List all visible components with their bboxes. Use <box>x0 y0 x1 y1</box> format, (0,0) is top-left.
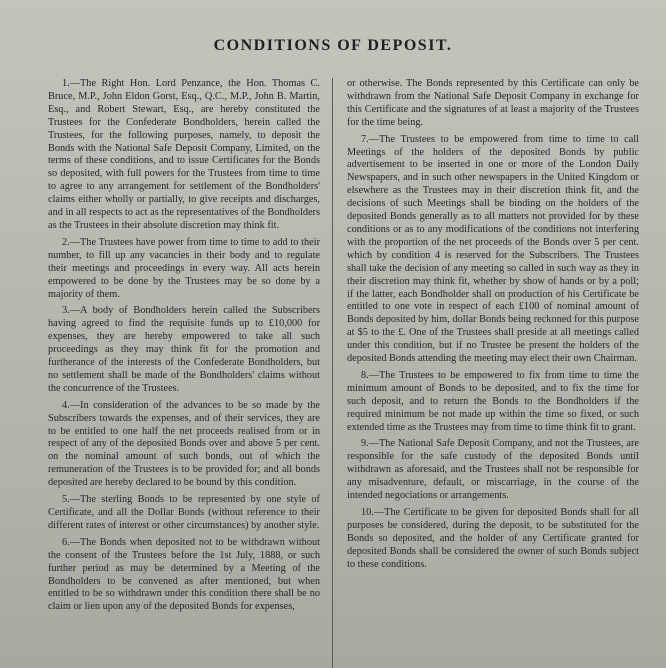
condition-1: 1.—The Right Hon. Lord Penzance, the Hon. Thomas C. Bruce, M.P., John Eldon Gorst, Esq., Q.C., M.P., John B. Martin, Esq., and Robert Stewart, Esq., are hereby constituted the Trustees for the Confederate Bondholders, herein called the Trustees, for the following purposes, namely, to deposit the Bonds with the National Safe Deposit Company, Limited, on the terms of these conditions, and to issue Certificates for the Bonds so deposited, with full powers for the Trustees from time to time to agree to any arrangement for settlement of the Bondholders' claims either wholly or partially, to give receipts and discharges, and in all respects to act as the representatives of the Bondholders as the Trustees in their absolute discretion may think fit. <box>48 78 320 231</box>
condition-5: 5.—The sterling Bonds to be represented by one style of Certificate, and all the Dollar Bonds (without reference to their different rates of interest or other circumstances) by another style. <box>48 494 320 531</box>
condition-3: 3.—A body of Bondholders herein called the Subscribers having agreed to find the requisite funds up to £10,000 for expenses, they are hereby empowered to take all such proceedings as they may think fit for the promotion and furtherance of the interests of the Confederate Bondholders, but no settlement shall be made of the Bondholders' claims without the concurrence of the Trustees. <box>48 305 320 394</box>
left-column <box>48 78 320 618</box>
document-title: CONDITIONS OF DEPOSIT. <box>213 37 453 54</box>
condition-9: 9.—The National Safe Deposit Company, and not the Trustees, are responsible for the safe custody of the deposited Bonds until withdrawn as aforesaid, and the Trustees shall not be responsible for any misadventure, default, or miscarriage, in the course of the intended negociations or arrangements. <box>347 438 639 502</box>
condition-4: 4.—In consideration of the advances to be so made by the Subscribers towards the expenses, and of their services, they are to be entitled to one half the net proceeds realised from or in respect of any of the deposited Bonds over and above 5 per cent. on the nominal amount of such bonds, out of which the remuneration of the Trustees is to be provided for; and all bonds deposited are hereby declared to be bound by this condition. <box>48 399 320 489</box>
condition-6: 6.—The Bonds when deposited not to be withdrawn without the consent of the Trustees before the 1st July, 1888, or such further period as may be determined by a Meeting of the Bondholders to be convened as after mentioned, but when entitled to be so withdrawn under this condition there shall be no claim or lien upon any of the deposited Bonds for expenses, <box>48 536 320 613</box>
condition-2: 2.—The Trustees have power from time to time to add to their number, to fill up any vacancies in their body and to regulate their meetings and proceedings in every way. All acts herein empowered to be done by the Trustees may be so done by a majority of them. <box>48 236 320 300</box>
condition-8: 8.—The Trustees to be empowered to fix from time to time the minimum amount of Bonds to be deposited, and to fix the time for such deposit, and to return the Bonds to the Bondholders if the required minimum be not made up within the time so fixed, or such extended time as the Trustees may from time to time think fit to grant. <box>347 369 639 433</box>
column-divider <box>332 78 333 668</box>
right-column <box>347 78 639 576</box>
condition-10: 10.—The Certificate to be given for deposited Bonds shall for all purposes be considered, during the deposit, to be substituted for the Bonds so deposited, and the holder of any Certificate granted for deposited Bonds shall be considered the owner of such Bonds subject to these conditions. <box>347 507 639 570</box>
condition-6-continued: or otherwise. The Bonds represented by this Certificate can only be withdrawn from the National Safe Deposit Company in exchange for this Certificate and the signatures of at least a majority of the Trustees for the time being. <box>347 78 639 128</box>
condition-7: 7.—The Trustees to be empowered from time to time to call Meetings of the holders of the deposited Bonds by public advertisement to be inserted in one or more of the London Daily Newspapers, and in such other newspapers in the United Kingdom or elsewhere as the Trustees may in their discretion think fit, and the decisions of such Meetings shall be binding on the holders of the deposited Bonds generally as to all matters not provided for by these conditions or as to any modifications of the conditions not interfering with the proportion of the net proceeds of the Bonds over 5 per cent. which by condition 4 is reserved for the Subscribers. The Trustees shall take the decision of any meeting so called in such way as they in their discretion may think fit, whether by show of hands or by a poll; if the latter, each Bondholder shall on production of his Certificate be entitled to one vote in respect of each £100 of nominal amount of Bonds deposited by him, dollar Bonds being reckoned for this purpose at $5 to the £. One of the Trustees shall preside at all meetings called under this condition, but if no Trustee be present the holders of the deposited Bonds attending the meeting may elect their own Chairman. <box>347 133 639 365</box>
